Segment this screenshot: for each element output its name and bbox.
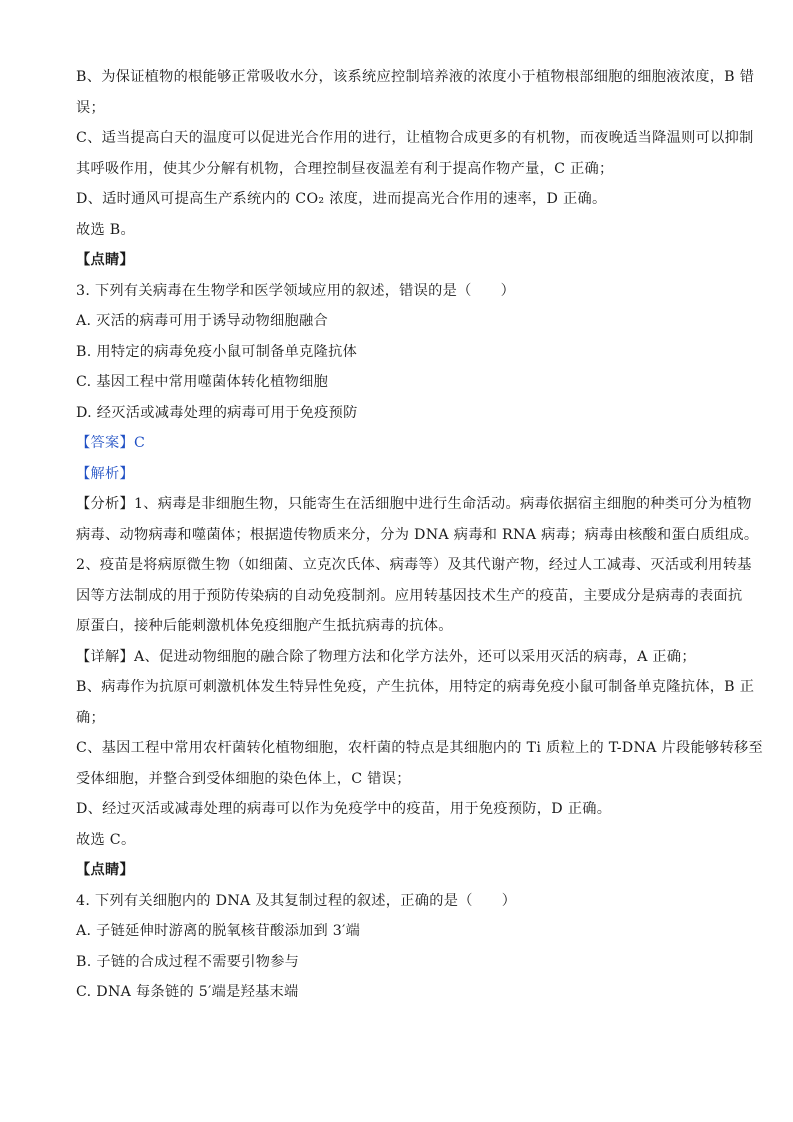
option-c: C. DNA 每条链的 5′端是羟基末端	[76, 984, 299, 1000]
option-a: A. 子链延伸时游离的脱氧核苷酸添加到 3′端	[76, 923, 361, 939]
document-body	[76, 62, 763, 1008]
text-line: B、病毒作为抗原可刺激机体发生特异性免疫，产生抗体，用特定的病毒免疫小鼠可制备单克隆抗体，B 正	[76, 679, 755, 695]
detail-paragraph: 【详解】A、促进动物细胞的融合除了物理方法和化学方法外，还可以采用灭活的病毒，A 正确；	[76, 648, 696, 665]
section-tag-dianjing: 【点睛】	[76, 252, 134, 268]
text-line: 因等方法制成的用于预防传染病的自动免疫制剂。应用转基因技术生产的疫苗，主要成分是病毒的表面抗	[76, 587, 743, 604]
option-b: B. 子链的合成过程不需要引物参与	[76, 953, 300, 970]
text-line: 故选 C。	[76, 831, 136, 848]
text-line: 2、疫苗是将病原微生物（如细菌、立克次氏体、病毒等）及其代谢产物，经过人工减毒、灭活或利用转基	[76, 557, 752, 573]
analysis-label: 【解析】	[76, 465, 134, 482]
text-line: 病毒、动物病毒和噬菌体；根据遗传物质来分，分为 DNA 病毒和 RNA 病毒；病毒由核酸和蛋白质组成。	[76, 526, 759, 543]
text-line: 原蛋白，接种后能刺激机体免疫细胞产生抵抗病毒的抗体。	[76, 618, 453, 634]
text-line-co2: D、适时通风可提高生产系统内的 CO₂ 浓度，进而提高光合作用的速率，D 正确。	[76, 191, 607, 207]
text-line: C、基因工程中常用农杆菌转化植物细胞，农杆菌的特点是其细胞内的 Ti 质粒上的 T-DNA 片段能够转移至	[76, 740, 763, 756]
option-d: D. 经灭活或减毒处理的病毒可用于免疫预防	[76, 404, 358, 421]
text-line: D、经过灭活或减毒处理的病毒可以作为免疫学中的疫苗，用于免疫预防，D 正确。	[76, 801, 612, 817]
section-tag-dianjing: 【点睛】	[76, 862, 134, 878]
text-line: C、适当提高白天的温度可以促进光合作用的进行，让植物合成更多的有机物，而夜晚适当降温则可以抑制	[76, 130, 754, 146]
text-line: 误；	[76, 99, 105, 116]
question-title: 4. 下列有关细胞内的 DNA 及其复制过程的叙述，正确的是（ ）	[76, 892, 517, 909]
analysis-paragraph: 【分析】1、病毒是非细胞生物，只能寄生在活细胞中进行生命活动。病毒依据宿主细胞的种类可分为植物	[76, 496, 752, 512]
question-title: 3. 下列有关病毒在生物学和医学领域应用的叙述，错误的是（ ）	[76, 282, 516, 299]
option-c: C. 基因工程中常用噬菌体转化植物细胞	[76, 374, 329, 390]
text-line: B、为保证植物的根能够正常吸收水分，该系统应控制培养液的浓度小于植物根部细胞的细胞液浓度，B 错	[76, 69, 755, 85]
text-line: 故选 B。	[76, 221, 135, 238]
option-b: B. 用特定的病毒免疫小鼠可制备单克隆抗体	[76, 343, 358, 360]
text-line: 受体细胞，并整合到受体细胞的染色体上，C 错误；	[76, 770, 411, 787]
option-a: A. 灭活的病毒可用于诱导动物细胞融合	[76, 313, 328, 329]
answer-label: 【答案】C	[76, 435, 146, 451]
text-line: 其呼吸作用，使其少分解有机物，合理控制昼夜温差有利于提高作物产量，C 正确；	[76, 160, 614, 177]
text-line: 确；	[76, 709, 105, 726]
